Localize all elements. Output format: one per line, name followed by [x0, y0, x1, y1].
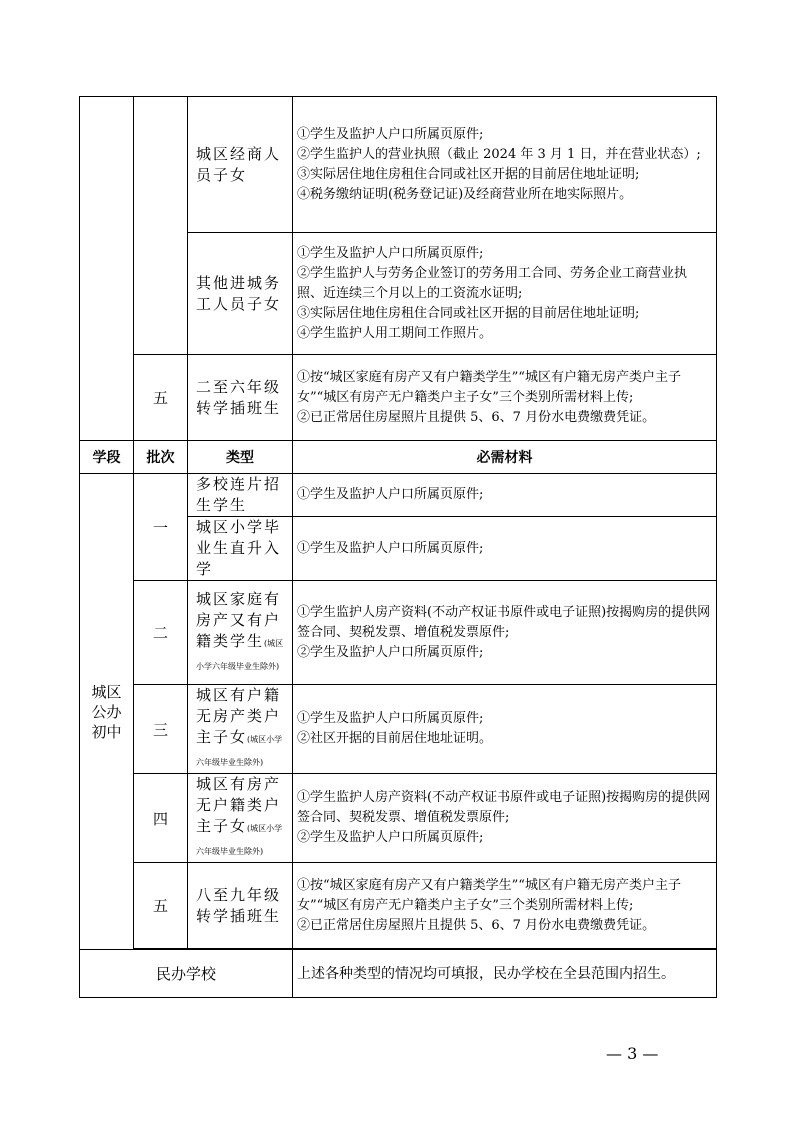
type-cell: 城区有房产无户籍类户主子女(城区小学六年级毕业生除外): [188, 774, 293, 863]
type-cell: 八至九年级转学插班生: [188, 863, 293, 949]
batch-cell: 三: [134, 685, 188, 774]
batch-cell: 五: [134, 863, 188, 949]
batch-cell: 一: [134, 474, 188, 581]
header-batch: 批次: [134, 441, 188, 474]
type-note: (城区小学六年级毕业生除外): [196, 638, 284, 671]
table-header-row: [80, 441, 717, 474]
table-row: [80, 950, 717, 998]
batch-cell: 四: [134, 774, 188, 863]
private-school-label: 民办学校: [80, 950, 293, 998]
header-materials: 必需材料: [293, 441, 717, 474]
stage-cell: [80, 474, 134, 950]
type-cell: 城区小学毕业生直升入学: [188, 517, 293, 581]
stage-label: 城区公办初中: [91, 682, 122, 741]
table-row: [80, 581, 717, 685]
table-row: [80, 474, 717, 517]
materials-cell: ①按“城区家庭有房产又有户籍类学生”“城区有户籍无房产类户主子女”“城区有房产无户籍类户主子女”三个类别所需材料上传; ②已正常居住房屋照片且提供 5、6、7 月份水电费缴费凭证。: [293, 863, 717, 949]
materials-cell: ①学生及监护人户口所属页原件; ②学生监护人与劳务企业签订的劳务用工合同、劳务企业工商营业执照、近连续三个月以上的工资流水证明; ③实际居住地住房租住合同或社区开据的目前居住地址证明; ④学生监护人用工期间工作照片。: [293, 233, 717, 355]
batch-cell: 二: [134, 581, 188, 685]
table-row: [80, 97, 717, 233]
type-cell: 城区有户籍无房产类户主子女(城区小学六年级毕业生除外): [188, 685, 293, 774]
type-cell: 二至六年级转学插班生: [188, 355, 293, 441]
materials-cell: ①学生及监护人户口所属页原件;: [293, 474, 717, 517]
batch-cell-continued: [134, 97, 188, 355]
admission-materials-table: [79, 96, 717, 998]
materials-cell: ①学生监护人房产资料(不动产权证书原件或电子证照)按揭购房的提供网签合同、契税发票、增值税发票原件; ②学生及监护人户口所属页原件;: [293, 581, 717, 685]
materials-cell: ①学生及监护人户口所属页原件; ②学生监护人的营业执照（截止 2024 年 3 月 1 日，并在营业状态）; ③实际居住地住房租住合同或社区开据的目前居住地址证明; ④税务缴纳证明(税务登记证)及经商营业所在地实际照片。: [293, 97, 717, 233]
table-row: [80, 685, 717, 774]
page-number: — 3 —: [606, 1044, 659, 1063]
header-type: 类型: [188, 441, 293, 474]
table-row: [80, 774, 717, 863]
type-cell: 城区经商人员子女: [188, 97, 293, 233]
type-cell: 多校连片招生学生: [188, 474, 293, 517]
type-note: (城区小学六年级毕业生除外): [196, 824, 283, 856]
materials-cell: ①学生监护人房产资料(不动产权证书原件或电子证照)按揭购房的提供网签合同、契税发票、增值税发票原件; ②学生及监护人户口所属页原件;: [293, 774, 717, 863]
stage-cell-continued: [80, 97, 134, 441]
materials-cell: ①学生及监护人户口所属页原件; ②社区开据的目前居住地址证明。: [293, 685, 717, 774]
materials-cell: ①按“城区家庭有房产又有户籍类学生”“城区有户籍无房产类户主子女”“城区有房产无户籍类户主子女”三个类别所需材料上传; ②已正常居住房屋照片且提供 5、6、7 月份水电费缴费凭证。: [293, 355, 717, 441]
type-cell: 城区家庭有房产又有户籍类学生(城区小学六年级毕业生除外): [188, 581, 293, 685]
table-row: [80, 355, 717, 441]
private-school-text: 上述各种类型的情况均可填报，民办学校在全县范围内招生。: [293, 950, 717, 998]
batch-cell: 五: [134, 355, 188, 441]
table-row: [80, 863, 717, 949]
header-stage: 学段: [80, 441, 134, 474]
materials-cell: ①学生及监护人户口所属页原件;: [293, 517, 717, 581]
type-note: (城区小学六年级毕业生除外): [196, 735, 283, 767]
type-cell: 其他进城务工人员子女: [188, 233, 293, 355]
